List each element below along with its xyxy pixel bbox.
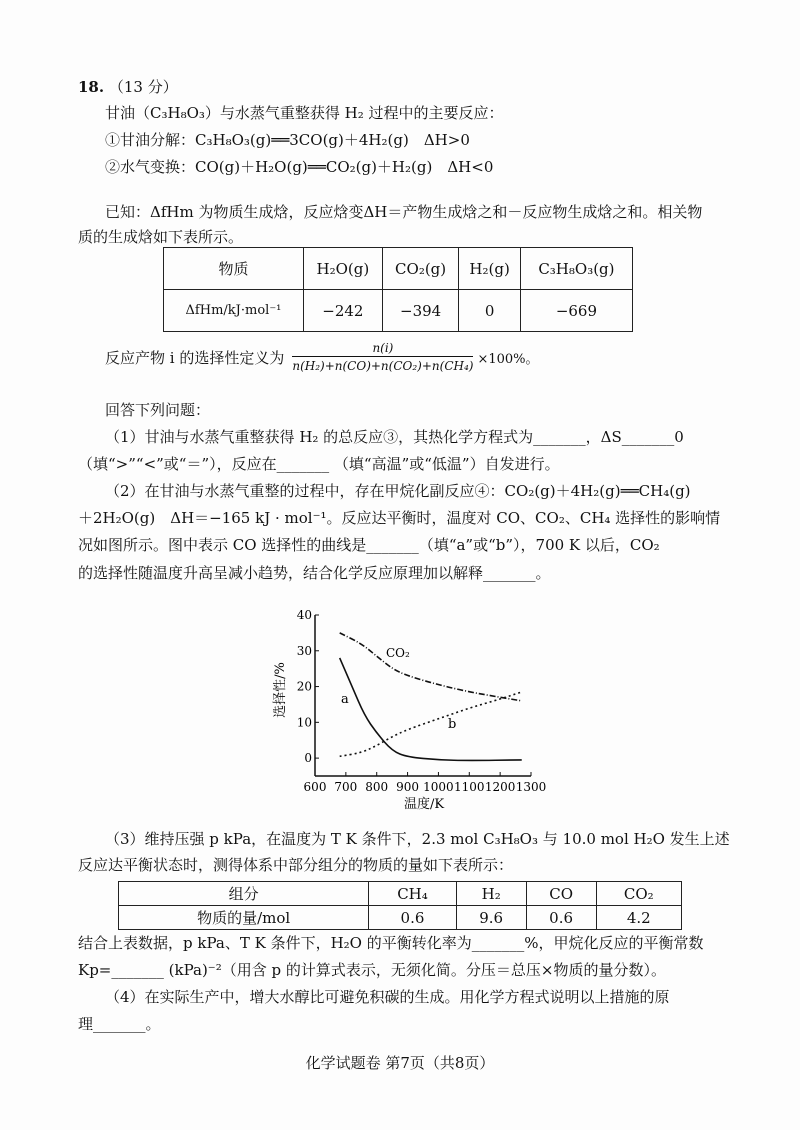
y-axis-label: 选择性/% bbox=[273, 662, 288, 718]
x-tick-label: 900 bbox=[396, 780, 420, 794]
formula-denominator: n(H₂)+n(CO)+n(CO₂)+n(CH₄) bbox=[292, 359, 474, 373]
selectivity-formula bbox=[292, 341, 473, 373]
table-cell: −242 bbox=[303, 290, 382, 332]
table-header-row bbox=[119, 882, 682, 906]
series-label-co2: CO₂ bbox=[386, 646, 410, 660]
table-cell: CO bbox=[526, 882, 596, 906]
q4-line-1: （4）在实际生产中，增大水醇比可避免积碳的生成。用化学方程式说明以上措施的原 bbox=[105, 988, 670, 1006]
table-cell: H₂O(g) bbox=[303, 248, 382, 290]
reaction-1: ①甘油分解：C₃H₈O₃(g)══3CO(g)＋4H₂(g) ΔH>0 bbox=[105, 131, 470, 149]
table-cell: CO₂(g) bbox=[382, 248, 459, 290]
selectivity-label: 反应产物 i 的选择性定义为 bbox=[105, 348, 285, 367]
q2-line-4: 的选择性随温度升高呈减小趋势，结合化学反应原理加以解释_______。 bbox=[78, 564, 551, 582]
intro-text: 甘油（C₃H₈O₃）与水蒸气重整获得 H₂ 过程中的主要反应： bbox=[105, 104, 504, 122]
table-row bbox=[119, 906, 682, 930]
series-line-co2 bbox=[340, 633, 522, 701]
x-tick-label: 1200 bbox=[484, 780, 516, 794]
table-cell: 物质 bbox=[164, 248, 304, 290]
q3-line-1: （3）维持压强 p kPa，在温度为 T K 条件下，2.3 mol C₃H₈O₃ 与 10.0 mol H₂O 发生上述 bbox=[105, 830, 730, 848]
series-line-a bbox=[340, 658, 522, 761]
formula-numerator: n(i) bbox=[292, 341, 473, 357]
y-tick-label: 10 bbox=[296, 715, 312, 730]
y-tick-label: 20 bbox=[296, 679, 312, 694]
q3-line-3: 结合上表数据，p kPa、T K 条件下，H₂O 的平衡转化率为_______%，甲烷化反应的平衡常数 bbox=[78, 934, 704, 952]
q4-line-2: 理_______。 bbox=[78, 1015, 161, 1033]
q2-line-2: ＋2H₂O(g) ΔH＝−165 kJ · mol⁻¹。反应达平衡时，温度对 CO、CO₂、CH₄ 选择性的影响情 bbox=[78, 509, 721, 527]
table-cell: −669 bbox=[520, 290, 632, 332]
answer-prompt: 回答下列问题： bbox=[105, 401, 211, 419]
question-header bbox=[78, 77, 178, 97]
table-cell: H₂ bbox=[456, 882, 526, 906]
table-cell: 4.2 bbox=[596, 906, 681, 930]
q2-line-3: 况如图所示。图中表示 CO 选择性的曲线是_______（填“a”或“b”），700 K 以后，CO₂ bbox=[78, 536, 660, 554]
formula-factor: ×100%。 bbox=[477, 351, 539, 367]
table-cell: 0.6 bbox=[369, 906, 456, 930]
known-text-1: 已知：ΔfHm 为物质生成焓，反应焓变ΔH＝产物生成焓之和－反应物生成焓之和。相关物 bbox=[105, 203, 703, 221]
table-header-row bbox=[164, 248, 633, 290]
q1-line-1: （1）甘油与水蒸气重整获得 H₂ 的总反应③，其热化学方程式为_______，ΔS_______0 bbox=[105, 428, 684, 446]
enthalpy-table bbox=[163, 247, 633, 332]
question-score: （13 分） bbox=[108, 78, 178, 96]
x-tick-label: 800 bbox=[365, 780, 389, 794]
table-cell: CH₄ bbox=[369, 882, 456, 906]
series-label-b: b bbox=[448, 717, 457, 732]
x-tick-label: 600 bbox=[303, 780, 327, 794]
q2-line-1: （2）在甘油与水蒸气重整的过程中，存在甲烷化副反应④：CO₂(g)＋4H₂(g)══CH₄(g) bbox=[105, 482, 691, 500]
series-label-a: a bbox=[341, 692, 349, 707]
table-cell: 0.6 bbox=[526, 906, 596, 930]
table-cell: −394 bbox=[382, 290, 459, 332]
table-cell: ΔfHm/kJ·mol⁻¹ bbox=[164, 290, 304, 332]
table-cell: CO₂ bbox=[596, 882, 681, 906]
selectivity-definition bbox=[105, 341, 539, 373]
x-tick-label: 1100 bbox=[454, 780, 485, 794]
composition-table bbox=[118, 881, 682, 930]
known-text-2: 质的生成焓如下表所示。 bbox=[78, 228, 244, 246]
q1-line-2: （填“>”“<”或“＝”），反应在_______ （填“高温”或“低温”）自发进行。 bbox=[78, 455, 560, 473]
page-footer: 化学试题卷 第7页（共8页） bbox=[305, 1054, 495, 1072]
y-tick-label: 0 bbox=[304, 751, 312, 766]
table-row bbox=[164, 290, 633, 332]
series-line-b bbox=[340, 692, 522, 756]
q3-line-2: 反应达平衡状态时，测得体系中部分组分的物质的量如下表所示： bbox=[78, 856, 514, 874]
table-cell: 9.6 bbox=[456, 906, 526, 930]
q3-line-4: Kp=_______ (kPa)⁻²（用含 p 的计算式表示，无须化简。分压＝总压×物质的量分数）。 bbox=[78, 961, 666, 979]
x-tick-label: 1300 bbox=[515, 780, 547, 794]
table-cell: H₂(g) bbox=[459, 248, 520, 290]
question-number: 18. bbox=[78, 78, 105, 96]
table-cell: 0 bbox=[459, 290, 520, 332]
y-tick-label: 30 bbox=[296, 643, 312, 658]
x-tick-label: 1000 bbox=[423, 780, 454, 794]
reaction-2: ②水气变换：CO(g)＋H₂O(g)══CO₂(g)＋H₂(g) ΔH<0 bbox=[105, 158, 494, 176]
x-axis-label: 温度/K bbox=[403, 797, 445, 812]
table-cell: 物质的量/mol bbox=[119, 906, 369, 930]
y-tick-label: 40 bbox=[296, 608, 312, 622]
x-tick-label: 700 bbox=[334, 780, 358, 794]
table-cell: C₃H₈O₃(g) bbox=[520, 248, 632, 290]
table-cell: 组分 bbox=[119, 882, 369, 906]
